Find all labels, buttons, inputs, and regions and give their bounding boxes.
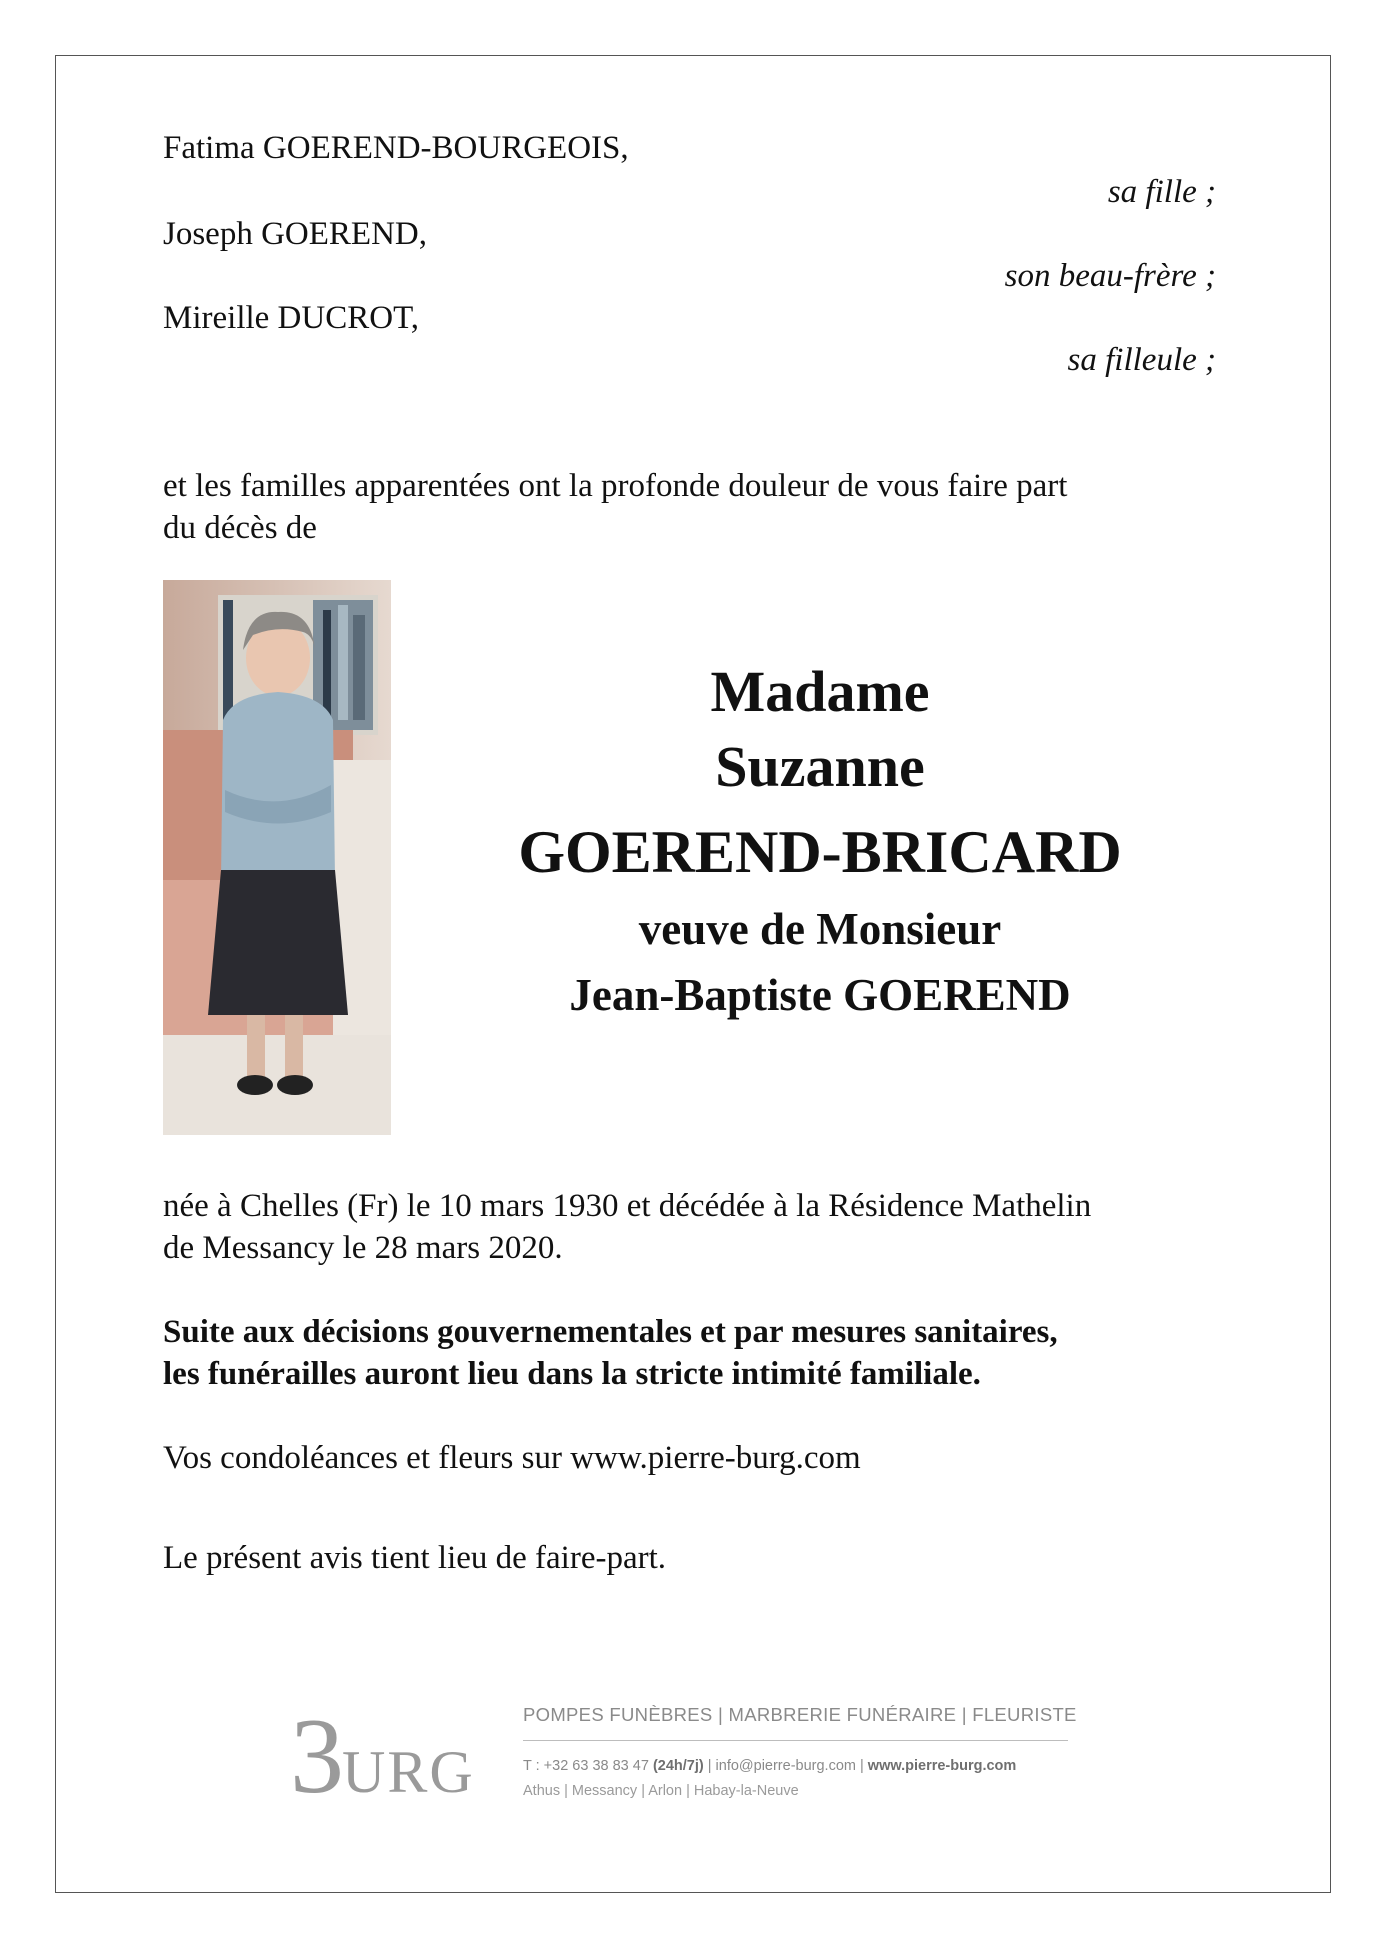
svg-text:URG: URG xyxy=(342,1739,475,1805)
family-relation-3: sa filleule ; xyxy=(1067,342,1216,378)
footer-places: Athus | Messancy | Arlon | Habay-la-Neuve xyxy=(523,1783,799,1799)
family-relation-1: sa fille ; xyxy=(1107,174,1216,210)
svg-text:3: 3 xyxy=(290,1700,344,1810)
husband-name: Jean-Baptiste GOEREND xyxy=(569,970,1071,1020)
condolences-text: Vos condoléances et fleurs sur www.pierre-burg.com xyxy=(163,1440,861,1476)
family-name-2: Joseph GOEREND, xyxy=(163,216,427,252)
birth-death-line-2: de Messancy le 28 mars 2020. xyxy=(163,1230,563,1266)
family-relation-2: son beau-frère ; xyxy=(1004,258,1216,294)
footer-services: POMPES FUNÈBRES | MARBRERIE FUNÉRAIRE | FLEURISTE xyxy=(523,1704,1077,1725)
widow-line: veuve de Monsieur xyxy=(638,904,1002,954)
intro-line-2: du décès de xyxy=(163,510,317,546)
family-name-3: Mireille DUCROT, xyxy=(163,300,420,336)
footer-website[interactable]: www.pierre-burg.com xyxy=(867,1758,1017,1774)
footer-phone-hours: (24h/7j) xyxy=(652,1758,704,1774)
intro-line-1: et les familles apparentées ont la profonde douleur de vous faire part xyxy=(163,468,1068,504)
footer-divider xyxy=(523,1740,1068,1741)
burg-logo xyxy=(290,1700,480,1810)
faire-part-text: Le présent avis tient lieu de faire-part. xyxy=(163,1540,667,1576)
footer-email[interactable]: | info@pierre-burg.com | xyxy=(707,1758,864,1774)
deceased-first-name: Suzanne xyxy=(715,734,925,799)
deceased-surname: GOEREND-BRICARD xyxy=(518,819,1122,885)
burg-logo-mark xyxy=(290,1700,480,1810)
notice-line-2: les funérailles auront lieu dans la stricte intimité familiale. xyxy=(163,1356,981,1392)
notice-line-1: Suite aux décisions gouvernementales et par mesures sanitaires, xyxy=(163,1314,1058,1350)
family-name-1: Fatima GOEREND-BOURGEOIS, xyxy=(163,130,629,166)
footer-contact xyxy=(523,1758,1016,1774)
portrait-photo xyxy=(163,580,391,1135)
footer-phone: T : +32 63 38 83 47 xyxy=(523,1758,649,1774)
birth-death-line-1: née à Chelles (Fr) le 10 mars 1930 et décédée à la Résidence Mathelin xyxy=(163,1188,1092,1224)
deceased-title: Madame xyxy=(710,659,930,724)
